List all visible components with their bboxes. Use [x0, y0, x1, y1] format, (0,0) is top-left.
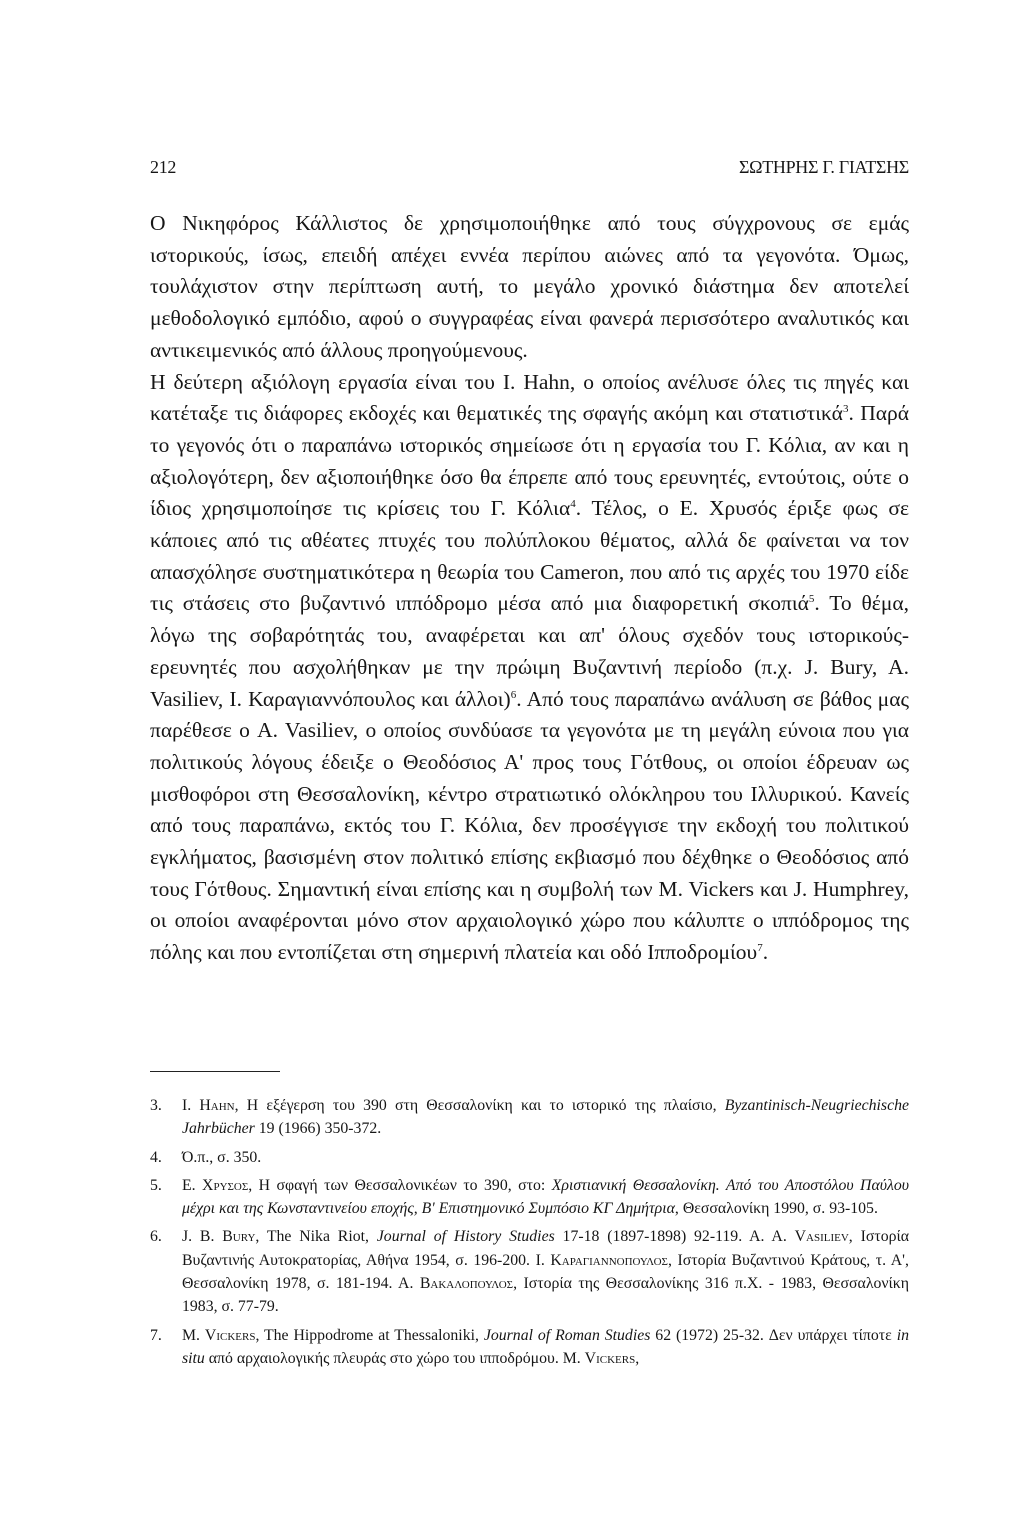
text-run: , Ιστορία Βυζαντινής Αυτοκρατορίας, Αθήνα 1954, σ. 196-200. Ι.: [182, 1228, 910, 1269]
footnotes: [150, 1094, 909, 1375]
text-run: M.: [182, 1326, 205, 1344]
footnote-4: [150, 1146, 909, 1169]
text-run: Ε.: [182, 1176, 203, 1194]
text-run: . Από τους παραπάνω ανάλυση σε βάθος μας παρέθεσε ο A. Vasiliev, ο οποίος συνδύασε τα γεγονότα με τη μεγάλη εύνοια που για πολιτικούς λόγους έδειξε ο Θεοδόσιος Α' προς τους Γότθους, οι οποίοι έδρευαν ως μισθοφόροι στη Θεσσαλονίκη, κέντρο στρατιωτικό ολόκληρου του Ιλλυρικού. Κανείς από τους παραπάνω, εκτός του Γ. Κόλια, δεν προσέγγισε την εκδοχή του πολιτικού εγκλήματος, βασισμένη στον πολιτικό επίσης εκβιασμό που δέχθηκε ο Θεοδόσιος από τους Γότθους. Σημαντική είναι επίσης και η συμβολή των M. Vickers και J. Humphrey, οι οποίοι αναφέρονται μόνο στον αρχαιολογικό χώρο που κάλυπτε ο ιππόδρομος της πόλης και που εντοπίζεται στη σημερινή πλατεία και οδό Ιπποδρομίου: [150, 686, 909, 965]
footnote-ref-6[interactable]: 6: [510, 688, 517, 701]
text-run: , Θεσσαλονίκη 1990, σ. 93-105.: [674, 1200, 878, 1218]
text-run: , The Nika Riot,: [255, 1228, 377, 1246]
footnote-number: 4.: [150, 1148, 162, 1166]
author-name: Vasiliev: [794, 1228, 849, 1246]
footnote-number: 6.: [150, 1228, 162, 1246]
author-name: Vickers: [204, 1326, 256, 1344]
text-run: 62 (1972) 25-32. Δεν υπάρχει τίποτε: [650, 1326, 897, 1344]
text-run: από αρχαιολογικής πλευράς στο χώρο του ιπποδρόμου. M.: [204, 1349, 585, 1367]
paragraph-1: Ο Νικηφόρος Κάλλιστος δε χρησιμοποιήθηκε από τους σύγχρονους σε εμάς ιστορικούς, ίσως, επειδή απέχει εννέα περίπου αιώνες από τα γεγονότα. Όμως, τουλάχιστον στην περίπτωση αυτή, το μεγάλο χρονικό διάστημα δεν αποτελεί μεθοδολογικό εμπόδιο, αφού ο συγγραφέας είναι φανερά περισσότερο αναλυτικός και αντικειμενικός από άλλους προηγούμενους.: [150, 211, 909, 362]
text-run: . Το θέμα, λόγω της σοβαρότητάς του, αναφέρεται και απ' όλους σχεδόν τους ιστορικούς-ερευνητές που ασχολήθηκαν με την πρώιμη Βυζαντινή περίοδο (π.χ. J. Bury, A. Vasiliev, Ι. Καραγιαννόπουλος και άλλοι): [150, 591, 910, 711]
author-name: Bury: [222, 1228, 256, 1246]
footnote-6: [150, 1225, 909, 1318]
text-run: Ι.: [182, 1097, 200, 1114]
footnote-number: 7.: [150, 1326, 162, 1344]
footnote-number: 5.: [150, 1176, 162, 1194]
journal-title: Journal of History Studies: [376, 1228, 555, 1246]
running-header: [150, 157, 909, 181]
author-name: Hahn: [199, 1097, 235, 1114]
footnote-ref-4[interactable]: 4: [570, 498, 576, 511]
running-head-author: ΣΩΤΗΡΗΣ Γ. ΓΙΑΤΣΗΣ: [738, 157, 909, 177]
author-name: Καραγιαννοπουλος: [550, 1251, 668, 1269]
text-run: , Η εξέγερση του 390 στη Θεσσαλονίκη και το ιστορικό της πλαίσιο,: [234, 1097, 725, 1114]
text-run: , Ιστορία Βυζαντινού Κράτους, τ. Α', Θεσσαλονίκη 1978, σ. 181-194. Α.: [182, 1251, 909, 1293]
footnote-separator: [150, 1071, 280, 1072]
text-run: Η δεύτερη αξιόλογη εργασία είναι του Ι. Hahn, ο οποίος ανέλυσε όλες τις πηγές και κατέταξε τις διάφορες εκδοχές και θεματικές της σφαγής ακόμη και στατιστικά: [150, 369, 909, 426]
footnote-7: [150, 1324, 909, 1371]
author-name: Βακαλοπουλος: [419, 1275, 514, 1293]
page-number: 212: [150, 157, 177, 177]
footnote-3: [150, 1094, 909, 1141]
footnote-ref-3[interactable]: 3: [842, 403, 849, 416]
footnote-5: [150, 1174, 909, 1221]
text-run: ,: [635, 1349, 640, 1367]
text-run: Ό.π., σ. 350.: [182, 1148, 262, 1166]
text-run: J. B.: [182, 1228, 223, 1246]
footnote-number: 3.: [150, 1097, 162, 1114]
text-run: . Τέλος, ο Ε. Χρυσός έριξε φως σε κάποιες από τις αθέατες πτυχές του πολύπλοκου θέματος, αλλά δε φαίνεται να τον απασχόλησε συστηματικότερα η θεωρία του Cameron, που από τις αρχές του 1970 είδε τις στάσεις στο βυζαντινό ιππόδρομο μέσα από μια διαφορετική σκοπιά: [150, 496, 910, 616]
text-run: 19 (1966) 350-372.: [254, 1120, 382, 1138]
main-text: [150, 208, 909, 969]
footnote-ref-7[interactable]: 7: [757, 942, 763, 955]
author-name: Vickers: [584, 1349, 636, 1367]
journal-title: Byzantinisch-Neugriechische Jahrbücher: [182, 1097, 909, 1138]
paragraph-2: [150, 367, 909, 969]
text-run: , The Hippodrome at Thessaloniki,: [255, 1326, 484, 1344]
text-run: 17-18 (1897-1898) 92-119. A. A.: [554, 1228, 795, 1246]
footnote-ref-5[interactable]: 5: [808, 593, 815, 606]
text-run: .: [762, 940, 769, 965]
author-name: Χρυσος: [202, 1176, 249, 1194]
book-title: Χριστιανική Θεσσαλονίκη. Από του Αποστόλου Παύλου μέχρι και της Κωνσταντινείου εποχής, Β' Επιστημονικό Συμπόσιο ΚΓ Δημήτρια: [182, 1176, 909, 1218]
latin-phrase: in situ: [182, 1326, 909, 1367]
text-run: , Ιστορία της Θεσσαλονίκης 316 π.Χ. - 1983, Θεσσαλονίκη 1983, σ. 77-79.: [182, 1275, 909, 1316]
journal-title: Journal of Roman Studies: [483, 1326, 651, 1344]
text-run: . Παρά το γεγονός ότι ο παραπάνω ιστορικός σημείωσε ότι η εργασία του Γ. Κόλια, αν και η αξιολογότερη, δεν αξιοποιήθηκε όσο θα έπρεπε από τους ερευνητές, εντούτοις, ούτε ο ίδιος χρησιμοποίησε τις κρίσεις του Γ. Κόλια: [150, 401, 909, 521]
text-run: , Η σφαγή των Θεσσαλονικέων το 390, στο:: [248, 1176, 552, 1194]
